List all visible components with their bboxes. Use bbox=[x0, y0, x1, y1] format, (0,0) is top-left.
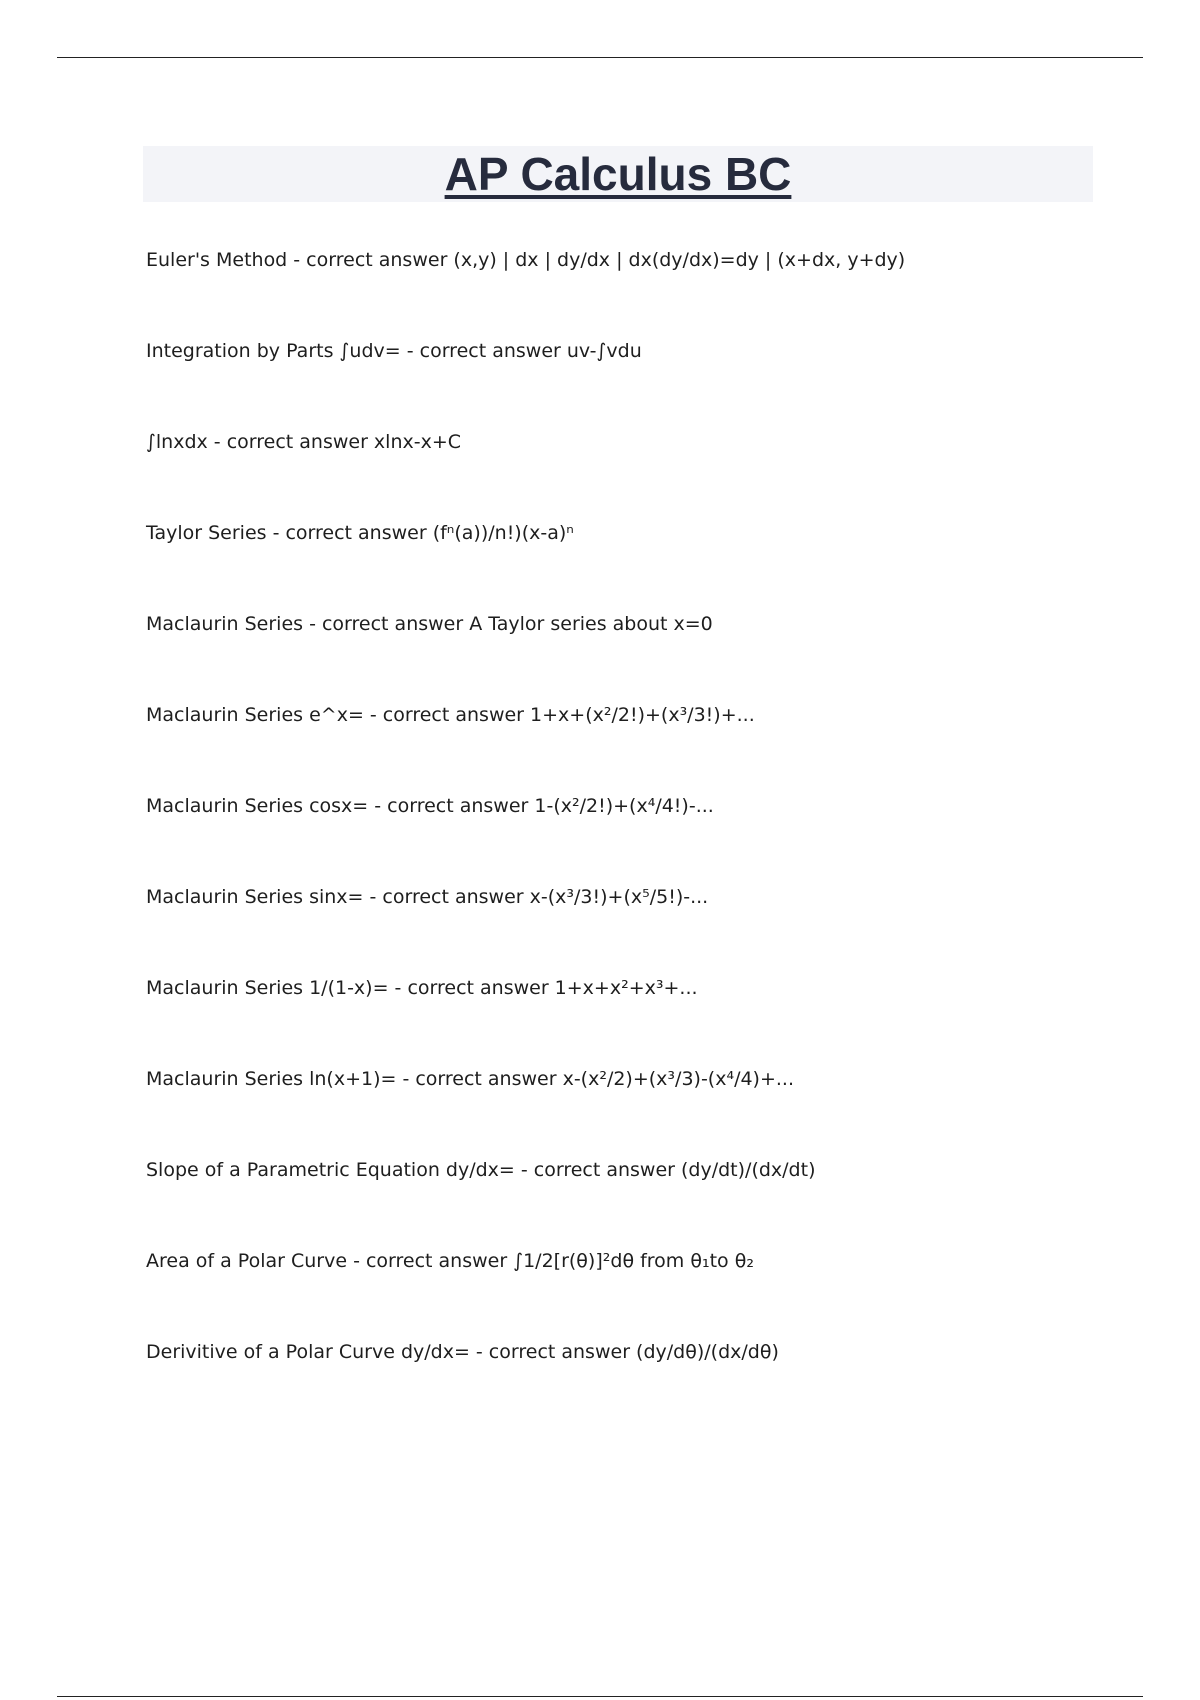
flashcard-maclaurin-geometric: Maclaurin Series 1/(1-x)= - correct answer 1+x+x²+x³+... bbox=[146, 977, 698, 999]
flashcard-taylor-series: Taylor Series - correct answer (fⁿ(a))/n!)(x-a)ⁿ bbox=[146, 522, 574, 544]
bottom-divider bbox=[57, 1696, 1143, 1697]
flashcard-maclaurin-sin: Maclaurin Series sinx= - correct answer x-(x³/3!)+(x⁵/5!)-... bbox=[146, 886, 709, 908]
top-divider bbox=[57, 57, 1143, 58]
flashcard-list bbox=[146, 245, 1126, 1428]
flashcard-maclaurin-exp: Maclaurin Series e^x= - correct answer 1+x+(x²/2!)+(x³/3!)+... bbox=[146, 704, 755, 726]
flashcard-maclaurin-cos: Maclaurin Series cosx= - correct answer 1-(x²/2!)+(x⁴/4!)-... bbox=[146, 795, 714, 817]
flashcard-maclaurin-series: Maclaurin Series - correct answer A Taylor series about x=0 bbox=[146, 613, 713, 635]
flashcard-eulers-method: Euler's Method - correct answer (x,y) | dx | dy/dx | dx(dy/dx)=dy | (x+dx, y+dy) bbox=[146, 249, 906, 271]
title-banner bbox=[143, 146, 1093, 202]
flashcard-polar-derivative: Derivitive of a Polar Curve dy/dx= - correct answer (dy/dθ)/(dx/dθ) bbox=[146, 1341, 779, 1363]
page-title: AP Calculus BC bbox=[444, 148, 792, 200]
flashcard-integral-lnx: ∫lnxdx - correct answer xlnx-x+C bbox=[146, 431, 462, 453]
flashcard-polar-area: Area of a Polar Curve - correct answer ∫1/2[r(θ)]²dθ from θ₁to θ₂ bbox=[146, 1250, 754, 1272]
flashcard-integration-by-parts: Integration by Parts ∫udv= - correct answer uv-∫vdu bbox=[146, 340, 642, 362]
flashcard-parametric-slope: Slope of a Parametric Equation dy/dx= - correct answer (dy/dt)/(dx/dt) bbox=[146, 1159, 816, 1181]
flashcard-maclaurin-ln: Maclaurin Series ln(x+1)= - correct answer x-(x²/2)+(x³/3)-(x⁴/4)+... bbox=[146, 1068, 795, 1090]
